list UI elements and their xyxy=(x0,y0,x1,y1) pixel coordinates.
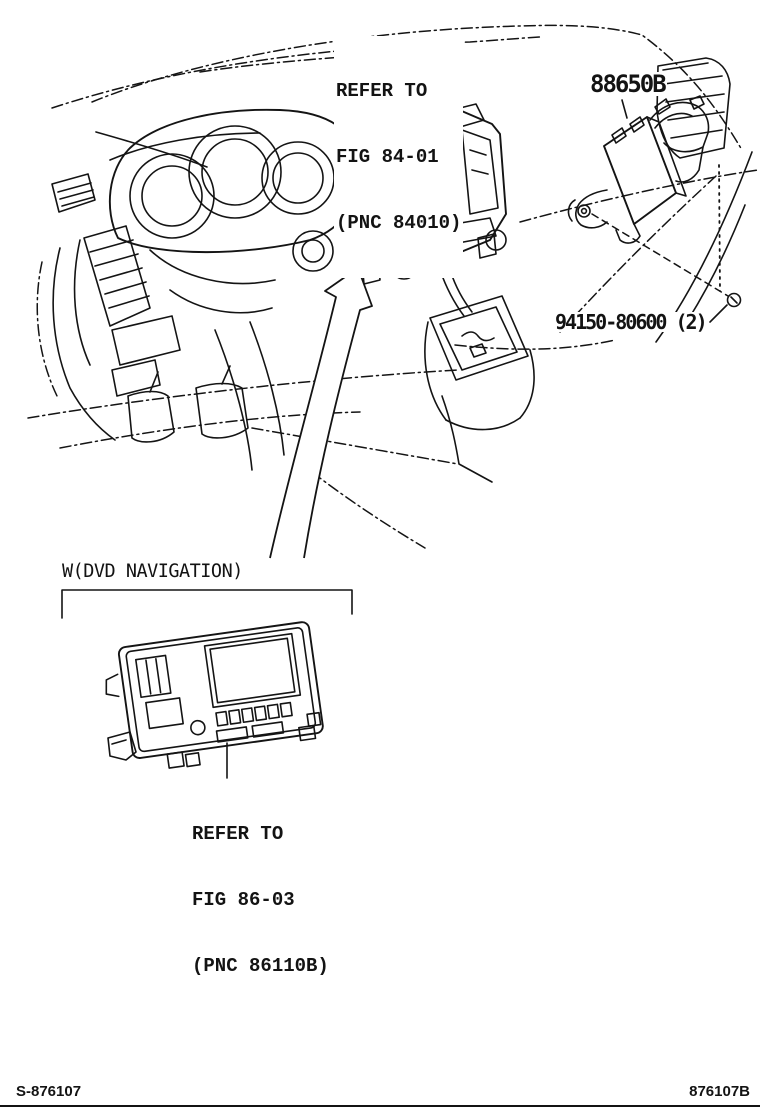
left-air-vents xyxy=(52,174,150,326)
pedals xyxy=(128,366,248,442)
callout-line: (PNC 86110B) xyxy=(192,955,329,977)
instrument-cluster xyxy=(110,110,358,252)
part-number-88650b: 88650B xyxy=(590,70,665,98)
lower-dash-panels xyxy=(28,316,458,448)
footer-page-code-left: S-876107 xyxy=(16,1083,82,1100)
callout-line: FIG 84-01 xyxy=(336,146,439,168)
bolt-leader-lines xyxy=(592,165,741,322)
callout-line: FIG 86-03 xyxy=(192,889,295,911)
amplifier-88650b xyxy=(568,96,708,243)
callout-line: REFER TO xyxy=(336,80,428,102)
pointer-arrow xyxy=(270,268,372,558)
bottom-rule xyxy=(0,1105,760,1107)
right-dash xyxy=(455,58,758,349)
callout-refer-fig-84-01 xyxy=(334,36,463,278)
callout-line: (PNC 84010) xyxy=(336,212,462,234)
variant-bracket xyxy=(62,590,352,618)
callout-refer-fig-86-03 xyxy=(190,779,331,1021)
variant-label-dvd-navigation: W(DVD NAVIGATION) xyxy=(62,561,243,582)
callout-line: REFER TO xyxy=(192,823,284,845)
footer-page-code-right: 876107B xyxy=(689,1083,750,1100)
part-number-94150-80600: 94150-80600 (2) xyxy=(555,310,706,334)
